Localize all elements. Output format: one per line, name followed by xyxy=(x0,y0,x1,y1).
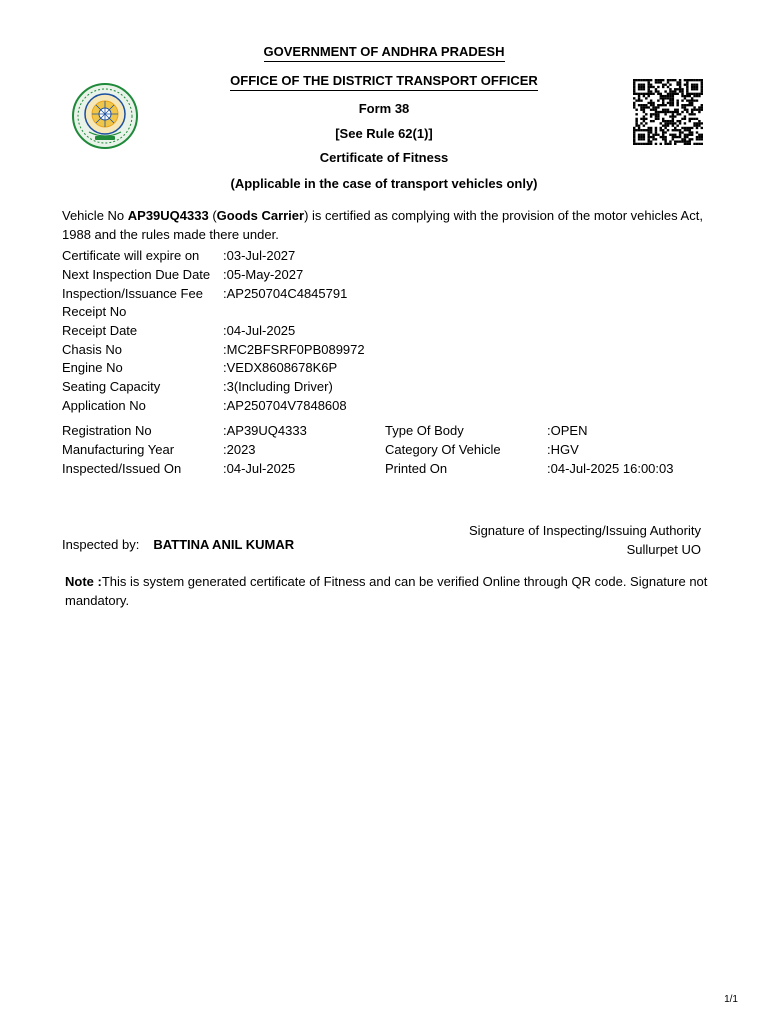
rule-reference: [See Rule 62(1)] xyxy=(335,126,433,141)
detail-value: :MC2BFSRF0PB089972 xyxy=(223,342,365,357)
signature-office: Sullurpet UO xyxy=(626,542,701,557)
grid-label: Category Of Vehicle xyxy=(385,442,501,457)
vehicle-number: AP39UQ4333 xyxy=(127,208,209,223)
signature-authority: Signature of Inspecting/Issuing Authority xyxy=(469,523,701,538)
certificate-title: Certificate of Fitness xyxy=(319,150,449,165)
note-label: Note : xyxy=(65,574,102,589)
intro-prefix: Vehicle No xyxy=(62,208,128,223)
inspector-name: BATTINA ANIL KUMAR xyxy=(153,537,295,552)
note xyxy=(65,572,710,610)
detail-label: Chasis No xyxy=(62,342,122,357)
govt-heading-text: GOVERNMENT OF ANDHRA PRADESH xyxy=(264,44,505,62)
detail-label: Next Inspection Due Date xyxy=(62,267,211,282)
detail-value: :VEDX8608678K6P xyxy=(223,360,338,375)
govt-heading xyxy=(0,44,768,62)
vehicle-type: Goods Carrier xyxy=(216,208,305,223)
grid-value: :OPEN xyxy=(547,423,588,438)
certification-statement xyxy=(62,206,710,244)
detail-label: Engine No xyxy=(62,360,123,375)
detail-value: :05-May-2027 xyxy=(223,267,304,282)
detail-value: :03-Jul-2027 xyxy=(223,248,296,263)
detail-label: Receipt No xyxy=(62,304,127,319)
andhra-pradesh-emblem-icon xyxy=(71,82,139,150)
detail-label: Receipt Date xyxy=(62,323,138,338)
detail-label: Application No xyxy=(62,398,146,413)
grid-label: Registration No xyxy=(62,423,152,438)
form-number: Form 38 xyxy=(358,101,410,116)
inspected-by xyxy=(62,535,294,554)
grid-value: :04-Jul-2025 16:00:03 xyxy=(547,461,674,476)
grid-label: Inspected/Issued On xyxy=(62,461,182,476)
detail-value: :AP250704C4845791 xyxy=(223,286,348,301)
grid-label: Type Of Body xyxy=(385,423,464,438)
intro-rest: ) is certified as complying with the provision of the motor vehicles Act, 1988 and the rules made there under. xyxy=(62,208,703,242)
grid-label: Manufacturing Year xyxy=(62,442,175,457)
grid-value: :04-Jul-2025 xyxy=(223,461,296,476)
detail-label: Inspection/Issuance Fee xyxy=(62,286,203,301)
grid-value: :HGV xyxy=(547,442,579,457)
office-heading-text: OFFICE OF THE DISTRICT TRANSPORT OFFICER xyxy=(230,73,538,91)
detail-value: :04-Jul-2025 xyxy=(223,323,296,338)
grid-label: Printed On xyxy=(385,461,448,476)
detail-value: :AP250704V7848608 xyxy=(223,398,347,413)
intro-open-paren: ( xyxy=(208,208,217,223)
grid-value: :AP39UQ4333 xyxy=(223,423,307,438)
inspected-by-label: Inspected by: xyxy=(62,537,140,552)
detail-label: Certificate will expire on xyxy=(62,248,200,263)
grid-value: :2023 xyxy=(223,442,256,457)
detail-label: Seating Capacity xyxy=(62,379,161,394)
detail-value: :3(Including Driver) xyxy=(223,379,333,394)
note-text: This is system generated certificate of Fitness and can be verified Online through QR code. Signature not mandatory. xyxy=(65,574,708,608)
qr-code-icon xyxy=(633,79,703,145)
page-number: 1/1 xyxy=(724,994,738,1005)
applicability-note: (Applicable in the case of transport vehicles only) xyxy=(230,176,538,191)
